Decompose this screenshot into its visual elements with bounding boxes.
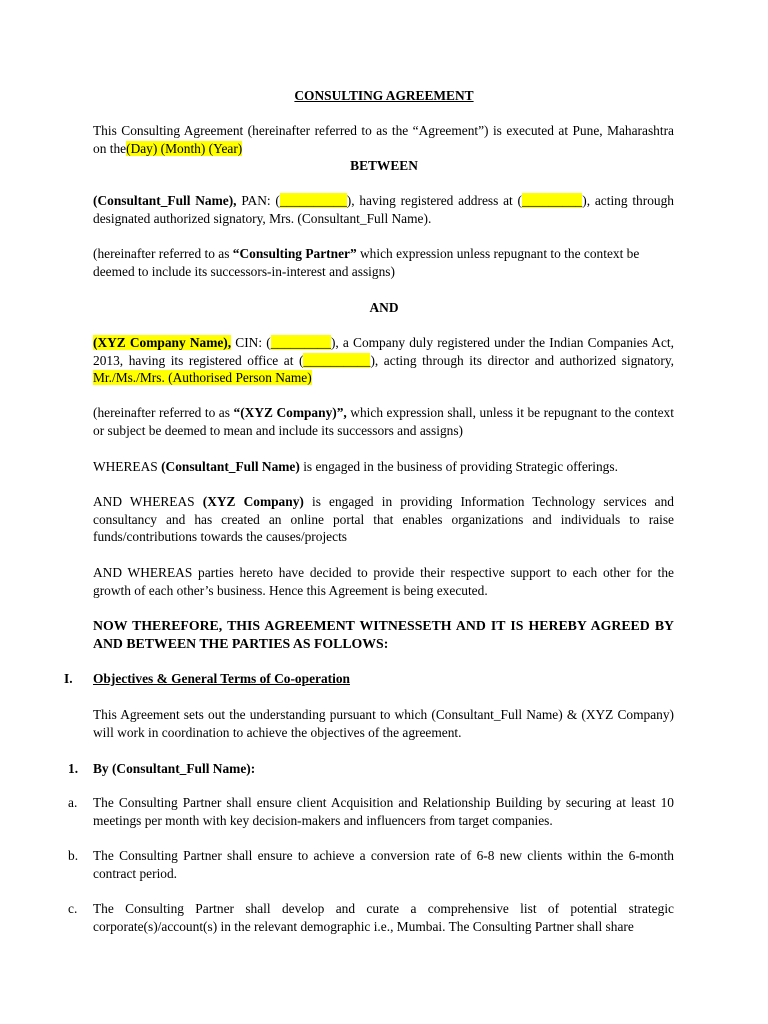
list-item-text: The Consulting Partner shall ensure to achieve a conversion rate of 6-8 new clients within the 6-month contract period. [93,848,674,881]
list-item-text: The Consulting Partner shall develop and curate a comprehensive list of potential strategic corporate(s)/account(s) in the relevant demographic i.e., Mumbai. The Consulting Partner shall share [93,901,674,934]
whereas-1-paragraph: WHEREAS (Consultant_Full Name) is engaged in the business of providing Strategic offerings. [93,459,618,474]
list-item-text: The Consulting Partner shall ensure client Acquisition and Relationship Building by securing at least 10 meetings per month with key decision-makers and influencers from target companies. [93,795,674,828]
address-blank: _________ [521,193,583,208]
consultant-paragraph: (Consultant_Full Name), PAN: (__________), having registered address at (_________), acting through designated authorized signatory, Mrs. (Consultant_Full Name). [93,193,674,226]
sub-section-1-title: By (Consultant_Full Name): [93,761,256,776]
list-marker: c. [68,901,78,916]
list-item-c [68,900,674,935]
sub-section-1-number: 1. [68,761,79,776]
section-1-title: Objectives & General Terms of Co-operation [93,671,350,686]
list-marker: b. [68,848,79,863]
company-reference-paragraph: (hereinafter referred to as “(XYZ Company)”, which expression shall, unless it be repugnant to the context or subject be deemed to mean and include its successors and assigns) [93,405,674,438]
witnesseth-paragraph: NOW THEREFORE, THIS AGREEMENT WITNESSETH AND IT IS HEREBY AGREED BY AND BETWEEN THE PARTIES AS FOLLOWS: [93,618,674,651]
document-title: CONSULTING AGREEMENT [294,88,474,103]
list-marker: a. [68,795,78,810]
list-item-a [68,794,674,829]
between-heading: BETWEEN [350,158,418,173]
section-1-body: This Agreement sets out the understanding pursuant to which (Consultant_Full Name) & (XYZ Company) will work in coordination to achieve the objectives of the agreement. [93,707,674,740]
cin-blank: _________ [270,335,331,350]
company-paragraph: (XYZ Company Name), CIN: (_________), a Company duly registered under the Indian Companies Act, 2013, having its registered office at (__________), acting through its director and authorized signatory, Mr./Ms./Mrs. (Authorised Person Name) [93,335,674,385]
consultant-reference-paragraph: (hereinafter referred to as “Consulting Partner” which expression unless repugnant to the context be deemed to include its successors-in-interest and assigns) [93,246,640,279]
list-item-b [68,847,674,882]
intro-paragraph: This Consulting Agreement (hereinafter referred to as the “Agreement”) is executed at Pune, Maharashtra on the(Day) (Month) (Year) [93,123,674,156]
pan-blank: __________ [279,193,347,208]
office-blank: __________ [303,352,371,368]
section-1-number: I. [64,671,73,686]
company-name: (XYZ Company Name), [93,335,232,350]
signatory-placeholder: Mr./Ms./Mrs. (Authorised Person Name) [93,370,312,385]
and-heading: AND [369,300,399,315]
whereas-3-paragraph: AND WHEREAS parties hereto have decided to provide their respective support to each other for the growth of each other’s business. Hence this Agreement is being executed. [93,565,674,598]
whereas-2-paragraph: AND WHEREAS (XYZ Company) is engaged in providing Information Technology services and consultancy and has created an online portal that enables organizations and individuals to raise funds/contributions towards the causes/projects [93,494,674,544]
date-placeholder: (Day) (Month) (Year) [126,140,243,156]
